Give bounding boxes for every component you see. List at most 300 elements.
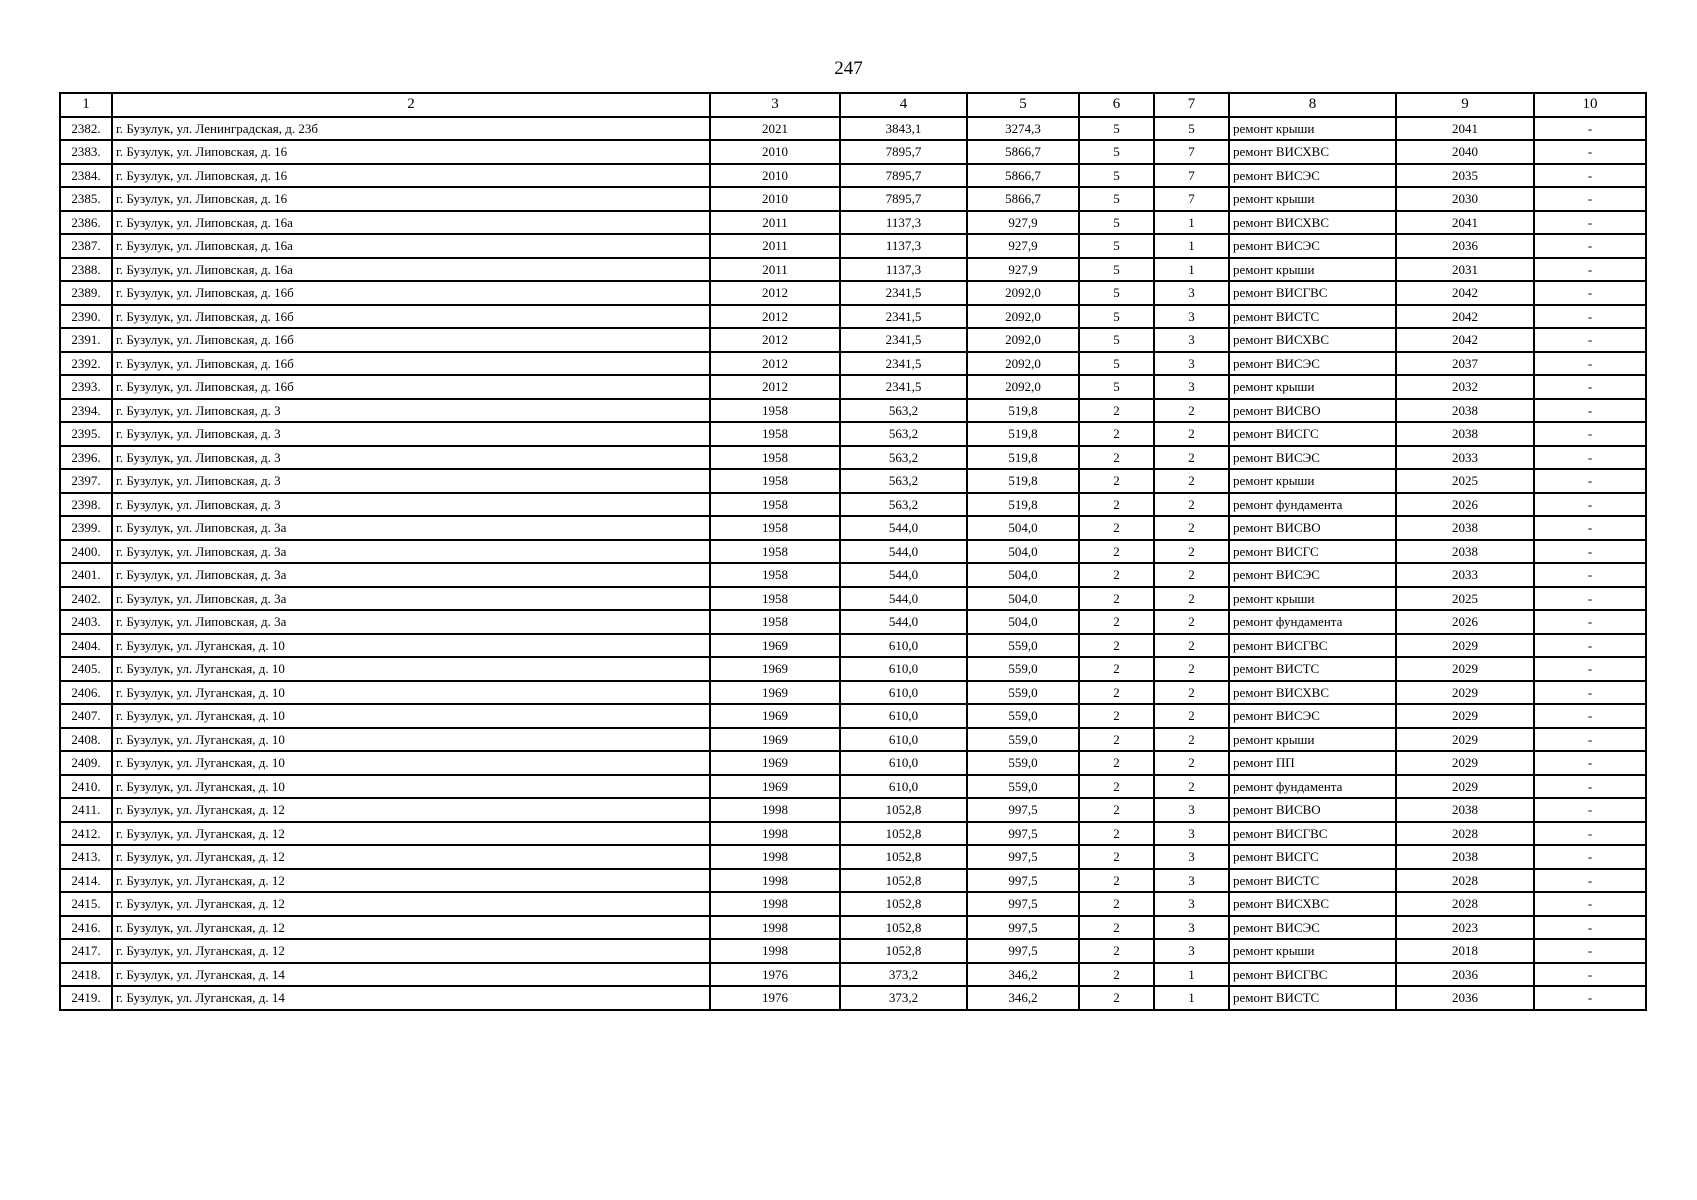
cell-work-type: ремонт крыши <box>1229 939 1396 963</box>
cell-living-area: 559,0 <box>967 657 1079 681</box>
cell-work-type: ремонт ВИСЭС <box>1229 234 1396 258</box>
cell-floors: 2 <box>1079 704 1154 728</box>
cell-floors: 2 <box>1079 751 1154 775</box>
cell-floors: 5 <box>1079 117 1154 141</box>
cell-floors: 2 <box>1079 986 1154 1010</box>
cell-entrances: 7 <box>1154 187 1229 211</box>
cell-total-area: 610,0 <box>840 751 967 775</box>
cell-living-area: 3274,3 <box>967 117 1079 141</box>
cell-floors: 5 <box>1079 140 1154 164</box>
cell-work-type: ремонт фундамента <box>1229 493 1396 517</box>
cell-living-area: 997,5 <box>967 892 1079 916</box>
cell-note: - <box>1534 328 1646 352</box>
cell-living-area: 504,0 <box>967 540 1079 564</box>
cell-number: 2392. <box>60 352 112 376</box>
cell-year: 1958 <box>710 422 840 446</box>
cell-note: - <box>1534 939 1646 963</box>
cell-living-area: 504,0 <box>967 516 1079 540</box>
cell-planned-year: 2038 <box>1396 798 1534 822</box>
table-row <box>60 140 1646 164</box>
cell-living-area: 997,5 <box>967 939 1079 963</box>
cell-total-area: 563,2 <box>840 399 967 423</box>
cell-note: - <box>1534 916 1646 940</box>
table-row <box>60 869 1646 893</box>
cell-work-type: ремонт ВИСХВС <box>1229 892 1396 916</box>
cell-floors: 5 <box>1079 187 1154 211</box>
table-row <box>60 775 1646 799</box>
cell-floors: 5 <box>1079 281 1154 305</box>
cell-work-type: ремонт ВИСГС <box>1229 845 1396 869</box>
cell-planned-year: 2033 <box>1396 563 1534 587</box>
table-row <box>60 986 1646 1010</box>
cell-note: - <box>1534 211 1646 235</box>
cell-living-area: 5866,7 <box>967 140 1079 164</box>
cell-work-type: ремонт ВИСЭС <box>1229 916 1396 940</box>
cell-number: 2407. <box>60 704 112 728</box>
table-row <box>60 422 1646 446</box>
cell-number: 2410. <box>60 775 112 799</box>
table-row <box>60 563 1646 587</box>
cell-year: 1976 <box>710 986 840 1010</box>
cell-total-area: 1052,8 <box>840 939 967 963</box>
cell-work-type: ремонт ВИСТС <box>1229 657 1396 681</box>
cell-living-area: 346,2 <box>967 986 1079 1010</box>
cell-total-area: 544,0 <box>840 587 967 611</box>
cell-floors: 2 <box>1079 939 1154 963</box>
cell-number: 2417. <box>60 939 112 963</box>
cell-number: 2411. <box>60 798 112 822</box>
cell-floors: 2 <box>1079 916 1154 940</box>
cell-number: 2393. <box>60 375 112 399</box>
cell-note: - <box>1534 775 1646 799</box>
cell-year: 2012 <box>710 281 840 305</box>
cell-living-area: 997,5 <box>967 798 1079 822</box>
cell-number: 2409. <box>60 751 112 775</box>
cell-address: г. Бузулук, ул. Луганская, д. 12 <box>112 892 710 916</box>
cell-planned-year: 2029 <box>1396 634 1534 658</box>
cell-planned-year: 2026 <box>1396 493 1534 517</box>
cell-work-type: ремонт ВИСВО <box>1229 516 1396 540</box>
cell-note: - <box>1534 446 1646 470</box>
cell-number: 2399. <box>60 516 112 540</box>
cell-total-area: 610,0 <box>840 634 967 658</box>
cell-note: - <box>1534 140 1646 164</box>
column-header-10: 10 <box>1534 93 1646 117</box>
cell-year: 1998 <box>710 892 840 916</box>
cell-floors: 5 <box>1079 352 1154 376</box>
cell-planned-year: 2025 <box>1396 469 1534 493</box>
cell-work-type: ремонт крыши <box>1229 469 1396 493</box>
cell-entrances: 1 <box>1154 963 1229 987</box>
cell-number: 2391. <box>60 328 112 352</box>
cell-planned-year: 2029 <box>1396 728 1534 752</box>
cell-address: г. Бузулук, ул. Луганская, д. 12 <box>112 845 710 869</box>
cell-entrances: 2 <box>1154 728 1229 752</box>
cell-address: г. Бузулук, ул. Липовская, д. 3а <box>112 563 710 587</box>
cell-address: г. Бузулук, ул. Липовская, д. 16 <box>112 140 710 164</box>
cell-address: г. Бузулук, ул. Липовская, д. 16б <box>112 328 710 352</box>
cell-total-area: 610,0 <box>840 681 967 705</box>
cell-address: г. Бузулук, ул. Липовская, д. 16б <box>112 281 710 305</box>
cell-address: г. Бузулук, ул. Луганская, д. 12 <box>112 916 710 940</box>
cell-total-area: 563,2 <box>840 469 967 493</box>
table-row <box>60 375 1646 399</box>
cell-number: 2394. <box>60 399 112 423</box>
cell-total-area: 7895,7 <box>840 164 967 188</box>
cell-work-type: ремонт фундамента <box>1229 610 1396 634</box>
cell-number: 2387. <box>60 234 112 258</box>
table-row <box>60 634 1646 658</box>
cell-work-type: ремонт крыши <box>1229 728 1396 752</box>
cell-work-type: ремонт ВИСХВС <box>1229 211 1396 235</box>
cell-work-type: ремонт ВИСТС <box>1229 305 1396 329</box>
cell-address: г. Бузулук, ул. Липовская, д. 3 <box>112 399 710 423</box>
cell-planned-year: 2023 <box>1396 916 1534 940</box>
cell-living-area: 2092,0 <box>967 352 1079 376</box>
cell-living-area: 997,5 <box>967 822 1079 846</box>
cell-number: 2403. <box>60 610 112 634</box>
table-row <box>60 657 1646 681</box>
cell-floors: 2 <box>1079 681 1154 705</box>
cell-year: 1998 <box>710 869 840 893</box>
cell-year: 1958 <box>710 493 840 517</box>
cell-floors: 2 <box>1079 728 1154 752</box>
cell-living-area: 559,0 <box>967 728 1079 752</box>
cell-entrances: 7 <box>1154 140 1229 164</box>
cell-year: 1969 <box>710 681 840 705</box>
cell-note: - <box>1534 657 1646 681</box>
table-row <box>60 728 1646 752</box>
cell-year: 2012 <box>710 352 840 376</box>
cell-note: - <box>1534 845 1646 869</box>
cell-work-type: ремонт крыши <box>1229 375 1396 399</box>
cell-entrances: 2 <box>1154 493 1229 517</box>
cell-year: 2012 <box>710 375 840 399</box>
cell-total-area: 373,2 <box>840 963 967 987</box>
table-row <box>60 916 1646 940</box>
cell-address: г. Бузулук, ул. Луганская, д. 10 <box>112 634 710 658</box>
cell-work-type: ремонт ВИСВО <box>1229 798 1396 822</box>
header-row <box>60 93 1646 117</box>
cell-address: г. Бузулук, ул. Липовская, д. 3а <box>112 540 710 564</box>
cell-work-type: ремонт крыши <box>1229 258 1396 282</box>
table-row <box>60 164 1646 188</box>
cell-living-area: 519,8 <box>967 446 1079 470</box>
column-header-9: 9 <box>1396 93 1534 117</box>
cell-floors: 2 <box>1079 822 1154 846</box>
table-row <box>60 281 1646 305</box>
cell-floors: 2 <box>1079 493 1154 517</box>
cell-number: 2382. <box>60 117 112 141</box>
cell-planned-year: 2029 <box>1396 775 1534 799</box>
cell-work-type: ремонт ВИСТС <box>1229 869 1396 893</box>
cell-total-area: 563,2 <box>840 446 967 470</box>
cell-number: 2401. <box>60 563 112 587</box>
cell-living-area: 559,0 <box>967 634 1079 658</box>
cell-living-area: 2092,0 <box>967 328 1079 352</box>
cell-address: г. Бузулук, ул. Луганская, д. 14 <box>112 963 710 987</box>
cell-year: 1958 <box>710 540 840 564</box>
table-row <box>60 939 1646 963</box>
cell-note: - <box>1534 281 1646 305</box>
cell-note: - <box>1534 540 1646 564</box>
cell-living-area: 519,8 <box>967 399 1079 423</box>
cell-number: 2386. <box>60 211 112 235</box>
cell-address: г. Бузулук, ул. Липовская, д. 3а <box>112 587 710 611</box>
cell-number: 2390. <box>60 305 112 329</box>
cell-number: 2415. <box>60 892 112 916</box>
cell-address: г. Бузулук, ул. Ленинградская, д. 23б <box>112 117 710 141</box>
cell-note: - <box>1534 258 1646 282</box>
cell-note: - <box>1534 117 1646 141</box>
cell-planned-year: 2038 <box>1396 845 1534 869</box>
cell-floors: 2 <box>1079 516 1154 540</box>
cell-entrances: 2 <box>1154 610 1229 634</box>
cell-note: - <box>1534 493 1646 517</box>
cell-total-area: 544,0 <box>840 610 967 634</box>
cell-entrances: 1 <box>1154 211 1229 235</box>
cell-year: 2010 <box>710 164 840 188</box>
cell-entrances: 2 <box>1154 563 1229 587</box>
cell-living-area: 5866,7 <box>967 187 1079 211</box>
cell-note: - <box>1534 892 1646 916</box>
cell-address: г. Бузулук, ул. Луганская, д. 10 <box>112 657 710 681</box>
cell-note: - <box>1534 305 1646 329</box>
cell-work-type: ремонт ВИСЭС <box>1229 563 1396 587</box>
cell-living-area: 927,9 <box>967 258 1079 282</box>
cell-work-type: ремонт фундамента <box>1229 775 1396 799</box>
cell-total-area: 2341,5 <box>840 352 967 376</box>
cell-entrances: 2 <box>1154 516 1229 540</box>
cell-planned-year: 2026 <box>1396 610 1534 634</box>
cell-year: 1969 <box>710 634 840 658</box>
cell-year: 2012 <box>710 305 840 329</box>
cell-address: г. Бузулук, ул. Луганская, д. 10 <box>112 751 710 775</box>
cell-floors: 5 <box>1079 375 1154 399</box>
cell-floors: 2 <box>1079 610 1154 634</box>
cell-work-type: ремонт крыши <box>1229 587 1396 611</box>
cell-year: 1969 <box>710 775 840 799</box>
cell-year: 2011 <box>710 258 840 282</box>
cell-entrances: 5 <box>1154 117 1229 141</box>
cell-address: г. Бузулук, ул. Липовская, д. 3 <box>112 422 710 446</box>
table-row <box>60 469 1646 493</box>
cell-year: 2011 <box>710 211 840 235</box>
cell-address: г. Бузулук, ул. Луганская, д. 10 <box>112 704 710 728</box>
cell-entrances: 2 <box>1154 446 1229 470</box>
cell-year: 1958 <box>710 563 840 587</box>
cell-entrances: 2 <box>1154 587 1229 611</box>
cell-note: - <box>1534 822 1646 846</box>
cell-work-type: ремонт ВИСГВС <box>1229 822 1396 846</box>
cell-number: 2385. <box>60 187 112 211</box>
cell-number: 2402. <box>60 587 112 611</box>
column-header-4: 4 <box>840 93 967 117</box>
cell-entrances: 3 <box>1154 281 1229 305</box>
cell-total-area: 1137,3 <box>840 258 967 282</box>
cell-planned-year: 2042 <box>1396 305 1534 329</box>
cell-entrances: 2 <box>1154 469 1229 493</box>
cell-year: 1998 <box>710 798 840 822</box>
cell-note: - <box>1534 704 1646 728</box>
cell-total-area: 1052,8 <box>840 845 967 869</box>
cell-total-area: 7895,7 <box>840 140 967 164</box>
cell-living-area: 504,0 <box>967 587 1079 611</box>
cell-living-area: 504,0 <box>967 610 1079 634</box>
column-header-5: 5 <box>967 93 1079 117</box>
cell-living-area: 997,5 <box>967 869 1079 893</box>
cell-floors: 5 <box>1079 328 1154 352</box>
cell-entrances: 2 <box>1154 751 1229 775</box>
cell-year: 1958 <box>710 469 840 493</box>
cell-note: - <box>1534 869 1646 893</box>
cell-work-type: ремонт ВИСХВС <box>1229 328 1396 352</box>
cell-work-type: ремонт ВИСХВС <box>1229 681 1396 705</box>
table-row <box>60 751 1646 775</box>
cell-total-area: 544,0 <box>840 516 967 540</box>
cell-address: г. Бузулук, ул. Липовская, д. 3 <box>112 446 710 470</box>
cell-address: г. Бузулук, ул. Луганская, д. 10 <box>112 681 710 705</box>
cell-entrances: 3 <box>1154 845 1229 869</box>
cell-living-area: 519,8 <box>967 422 1079 446</box>
cell-entrances: 2 <box>1154 399 1229 423</box>
cell-year: 1958 <box>710 399 840 423</box>
cell-floors: 2 <box>1079 775 1154 799</box>
cell-number: 2395. <box>60 422 112 446</box>
cell-note: - <box>1534 234 1646 258</box>
cell-total-area: 2341,5 <box>840 281 967 305</box>
column-header-2: 2 <box>112 93 710 117</box>
cell-address: г. Бузулук, ул. Луганская, д. 14 <box>112 986 710 1010</box>
cell-planned-year: 2042 <box>1396 281 1534 305</box>
cell-note: - <box>1534 352 1646 376</box>
cell-year: 2021 <box>710 117 840 141</box>
cell-entrances: 3 <box>1154 798 1229 822</box>
cell-number: 2419. <box>60 986 112 1010</box>
cell-address: г. Бузулук, ул. Луганская, д. 10 <box>112 775 710 799</box>
cell-year: 1958 <box>710 446 840 470</box>
cell-entrances: 3 <box>1154 375 1229 399</box>
cell-note: - <box>1534 587 1646 611</box>
cell-living-area: 927,9 <box>967 211 1079 235</box>
cell-year: 1969 <box>710 704 840 728</box>
cell-living-area: 2092,0 <box>967 305 1079 329</box>
cell-planned-year: 2038 <box>1396 422 1534 446</box>
cell-total-area: 7895,7 <box>840 187 967 211</box>
cell-entrances: 1 <box>1154 258 1229 282</box>
cell-number: 2414. <box>60 869 112 893</box>
table-row <box>60 704 1646 728</box>
cell-address: г. Бузулук, ул. Луганская, д. 10 <box>112 728 710 752</box>
cell-floors: 2 <box>1079 446 1154 470</box>
cell-number: 2383. <box>60 140 112 164</box>
cell-total-area: 2341,5 <box>840 305 967 329</box>
cell-living-area: 559,0 <box>967 751 1079 775</box>
cell-number: 2400. <box>60 540 112 564</box>
cell-total-area: 2341,5 <box>840 328 967 352</box>
column-header-1: 1 <box>60 93 112 117</box>
cell-total-area: 1052,8 <box>840 916 967 940</box>
cell-address: г. Бузулук, ул. Липовская, д. 16а <box>112 258 710 282</box>
cell-entrances: 1 <box>1154 986 1229 1010</box>
cell-work-type: ремонт ВИСЭС <box>1229 446 1396 470</box>
table-row <box>60 822 1646 846</box>
cell-living-area: 997,5 <box>967 845 1079 869</box>
cell-number: 2412. <box>60 822 112 846</box>
cell-entrances: 3 <box>1154 939 1229 963</box>
cell-year: 1958 <box>710 516 840 540</box>
cell-total-area: 1052,8 <box>840 869 967 893</box>
cell-entrances: 2 <box>1154 422 1229 446</box>
cell-number: 2389. <box>60 281 112 305</box>
cell-entrances: 1 <box>1154 234 1229 258</box>
table-row <box>60 446 1646 470</box>
cell-year: 1998 <box>710 845 840 869</box>
cell-living-area: 504,0 <box>967 563 1079 587</box>
cell-planned-year: 2038 <box>1396 399 1534 423</box>
cell-living-area: 5866,7 <box>967 164 1079 188</box>
cell-planned-year: 2029 <box>1396 657 1534 681</box>
cell-note: - <box>1534 963 1646 987</box>
repair-registry-table <box>59 92 1647 1011</box>
cell-floors: 5 <box>1079 234 1154 258</box>
cell-note: - <box>1534 728 1646 752</box>
cell-year: 1998 <box>710 916 840 940</box>
cell-entrances: 2 <box>1154 657 1229 681</box>
cell-note: - <box>1534 187 1646 211</box>
cell-year: 1998 <box>710 822 840 846</box>
cell-total-area: 1137,3 <box>840 211 967 235</box>
cell-floors: 2 <box>1079 634 1154 658</box>
cell-entrances: 2 <box>1154 634 1229 658</box>
cell-note: - <box>1534 469 1646 493</box>
cell-number: 2398. <box>60 493 112 517</box>
cell-number: 2405. <box>60 657 112 681</box>
cell-living-area: 519,8 <box>967 493 1079 517</box>
cell-floors: 2 <box>1079 845 1154 869</box>
cell-address: г. Бузулук, ул. Луганская, д. 12 <box>112 939 710 963</box>
cell-address: г. Бузулук, ул. Липовская, д. 3а <box>112 516 710 540</box>
cell-total-area: 563,2 <box>840 493 967 517</box>
cell-year: 1969 <box>710 751 840 775</box>
cell-total-area: 1137,3 <box>840 234 967 258</box>
table-row <box>60 399 1646 423</box>
cell-floors: 2 <box>1079 469 1154 493</box>
cell-planned-year: 2025 <box>1396 587 1534 611</box>
cell-number: 2388. <box>60 258 112 282</box>
cell-total-area: 610,0 <box>840 775 967 799</box>
cell-entrances: 3 <box>1154 916 1229 940</box>
cell-planned-year: 2038 <box>1396 516 1534 540</box>
cell-address: г. Бузулук, ул. Липовская, д. 16б <box>112 352 710 376</box>
cell-address: г. Бузулук, ул. Луганская, д. 12 <box>112 798 710 822</box>
cell-address: г. Бузулук, ул. Липовская, д. 3а <box>112 610 710 634</box>
cell-entrances: 3 <box>1154 892 1229 916</box>
cell-work-type: ремонт ПП <box>1229 751 1396 775</box>
cell-number: 2418. <box>60 963 112 987</box>
cell-planned-year: 2038 <box>1396 540 1534 564</box>
cell-address: г. Бузулук, ул. Липовская, д. 16а <box>112 211 710 235</box>
cell-living-area: 559,0 <box>967 704 1079 728</box>
cell-living-area: 2092,0 <box>967 375 1079 399</box>
cell-note: - <box>1534 681 1646 705</box>
cell-entrances: 2 <box>1154 704 1229 728</box>
cell-floors: 2 <box>1079 963 1154 987</box>
cell-planned-year: 2042 <box>1396 328 1534 352</box>
cell-entrances: 3 <box>1154 305 1229 329</box>
cell-number: 2397. <box>60 469 112 493</box>
cell-note: - <box>1534 563 1646 587</box>
